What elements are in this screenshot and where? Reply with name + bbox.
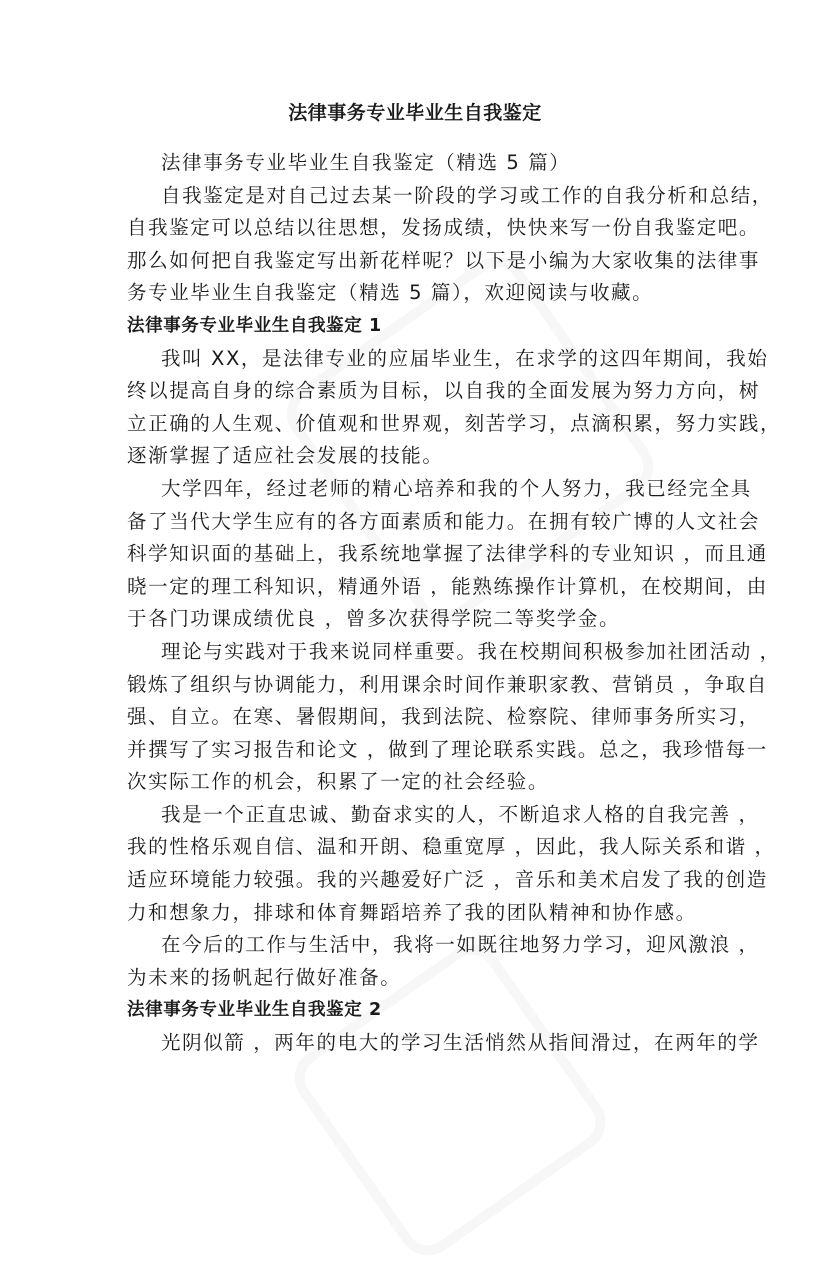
text-line: 备了当代大学生应有的各方面素质和能力。在拥有较广博的人文社会	[127, 509, 761, 533]
text-line: 光阴似箭 ，两年的电大的学习生活悄然从指间滑过，在两年的学	[161, 1031, 760, 1055]
text-line: 立正确的人生观、价值观和世界观，刻苦学习，点滴积累，努力实践，	[127, 411, 782, 435]
text-line: 我叫 XX，是法律专业的应届毕业生，在求学的这四年期间，我始	[161, 346, 769, 370]
text-line: 理论与实践对于我来说同样重要。我在校期间积极参加社团活动 ，	[161, 639, 781, 663]
text-line: 强、自立。在寒、暑假期间，我到法院、检察院、律师事务所实习，	[127, 705, 761, 729]
text-line: 法律事务专业毕业生自我鉴定（精选 5 篇）	[161, 151, 571, 174]
text-line: 锻炼了组织与协调能力，利用课余时间作兼职家教、营销员 ，争取自	[127, 672, 768, 696]
text-line: 于各门功课成绩优良 ，曾多次获得学院二等奖学金。	[127, 607, 621, 631]
text-line: 务专业毕业生自我鉴定（精选 5 篇），欢迎阅读与收藏。	[127, 281, 654, 305]
text-line: 自我鉴定可以总结以往思想，发扬成绩，快快来写一份自我鉴定吧。	[127, 216, 761, 240]
text-line: 大学四年，经过老师的精心培养和我的个人努力，我已经完全具	[161, 476, 752, 500]
text-line: 在今后的工作与生活中，我将一如既往地努力学习，迎风激浪 ，	[161, 933, 760, 957]
document-title: 法律事务专业毕业生自我鉴定	[288, 102, 542, 124]
document-body	[127, 147, 782, 1060]
text-line: 自我鉴定是对自己过去某一阶段的学习或工作的自我分析和总结，	[161, 183, 773, 207]
text-line: 晓一定的理工科知识，精通外语 ，能熟练操作计算机，在校期间，由	[127, 574, 768, 598]
text-line: 力和想象力，排球和体育舞蹈培养了我的团队精神和协作感。	[127, 900, 697, 924]
section-heading: 法律事务专业毕业生自我鉴定 1	[127, 315, 382, 336]
text-line: 为未来的扬帆起行做好准备。	[127, 965, 402, 989]
text-line: 次实际工作的机会，积累了一定的社会经验。	[127, 770, 550, 794]
text-line: 我的性格乐观自信、温和开朗、稳重宽厚 ，因此，我人际关系和谐 ，	[127, 835, 776, 859]
text-line: 终以提高自身的综合素质为目标，以自我的全面发展为努力方向，树	[127, 379, 761, 403]
text-line: 逐渐掌握了适应社会发展的技能。	[127, 444, 444, 468]
text-line: 适应环境能力较强。我的兴趣爱好广泛 ，音乐和美术启发了我的创造	[127, 868, 768, 892]
text-line: 并撰写了实习报告和论文 ，做到了理论联系实践。总之，我珍惜每一	[127, 737, 768, 761]
text-line: 那么如何把自我鉴定写出新花样呢？以下是小编为大家收集的法律事	[127, 248, 761, 272]
text-line: 我是一个正直忠诚、勤奋求实的人，不断追求人格的自我完善 ，	[161, 802, 760, 826]
text-line: 科学知识面的基础上，我系统地掌握了法律学科的专业知识 ，而且通	[127, 542, 768, 566]
section-heading: 法律事务专业毕业生自我鉴定 2	[127, 1000, 382, 1021]
